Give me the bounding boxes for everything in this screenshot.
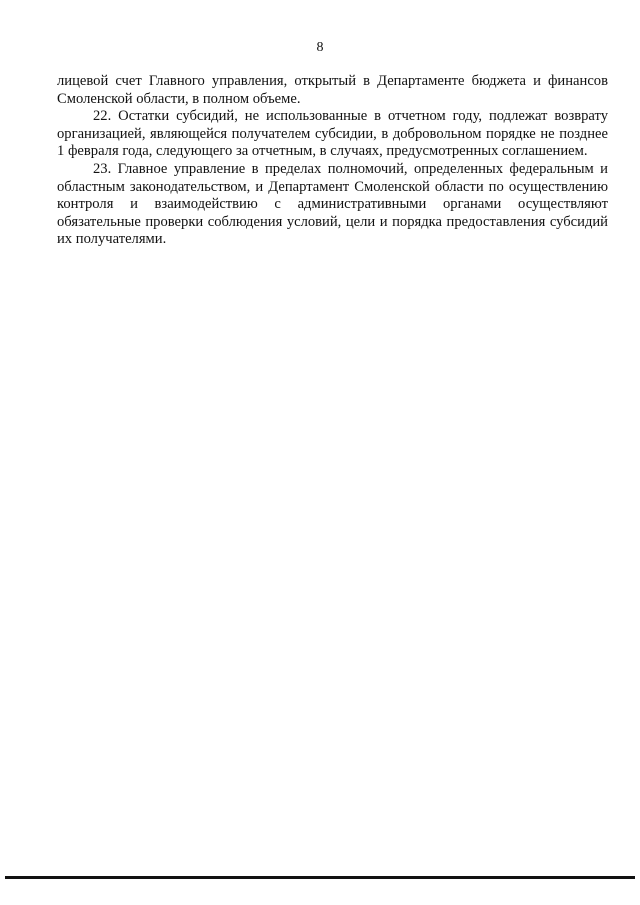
document-body <box>57 73 608 249</box>
page-number: 8 <box>316 40 324 55</box>
paragraph-22: 22. Остатки субсидий, не использованные в отчетном году, подлежат возврату организацией, являющейся получателем субсидии, в добровольном порядке не позднее 1 февраля года, следующего за отчетным, в случаях, предусмотренных соглашением. <box>57 108 608 160</box>
paragraph-23: 23. Главное управление в пределах полномочий, определенных федеральным и областным законодательством, и Департамент Смоленской области по осуществлению контроля и взаимодействию с административными органами осуществляют обязательные проверки соблюдения условий, цели и порядка предоставления субсидий их получателями. <box>57 160 608 248</box>
bottom-rule <box>5 876 635 879</box>
paragraph-continuation: лицевой счет Главного управления, открытый в Департаменте бюджета и финансов Смоленской области, в полном объеме. <box>57 73 608 107</box>
